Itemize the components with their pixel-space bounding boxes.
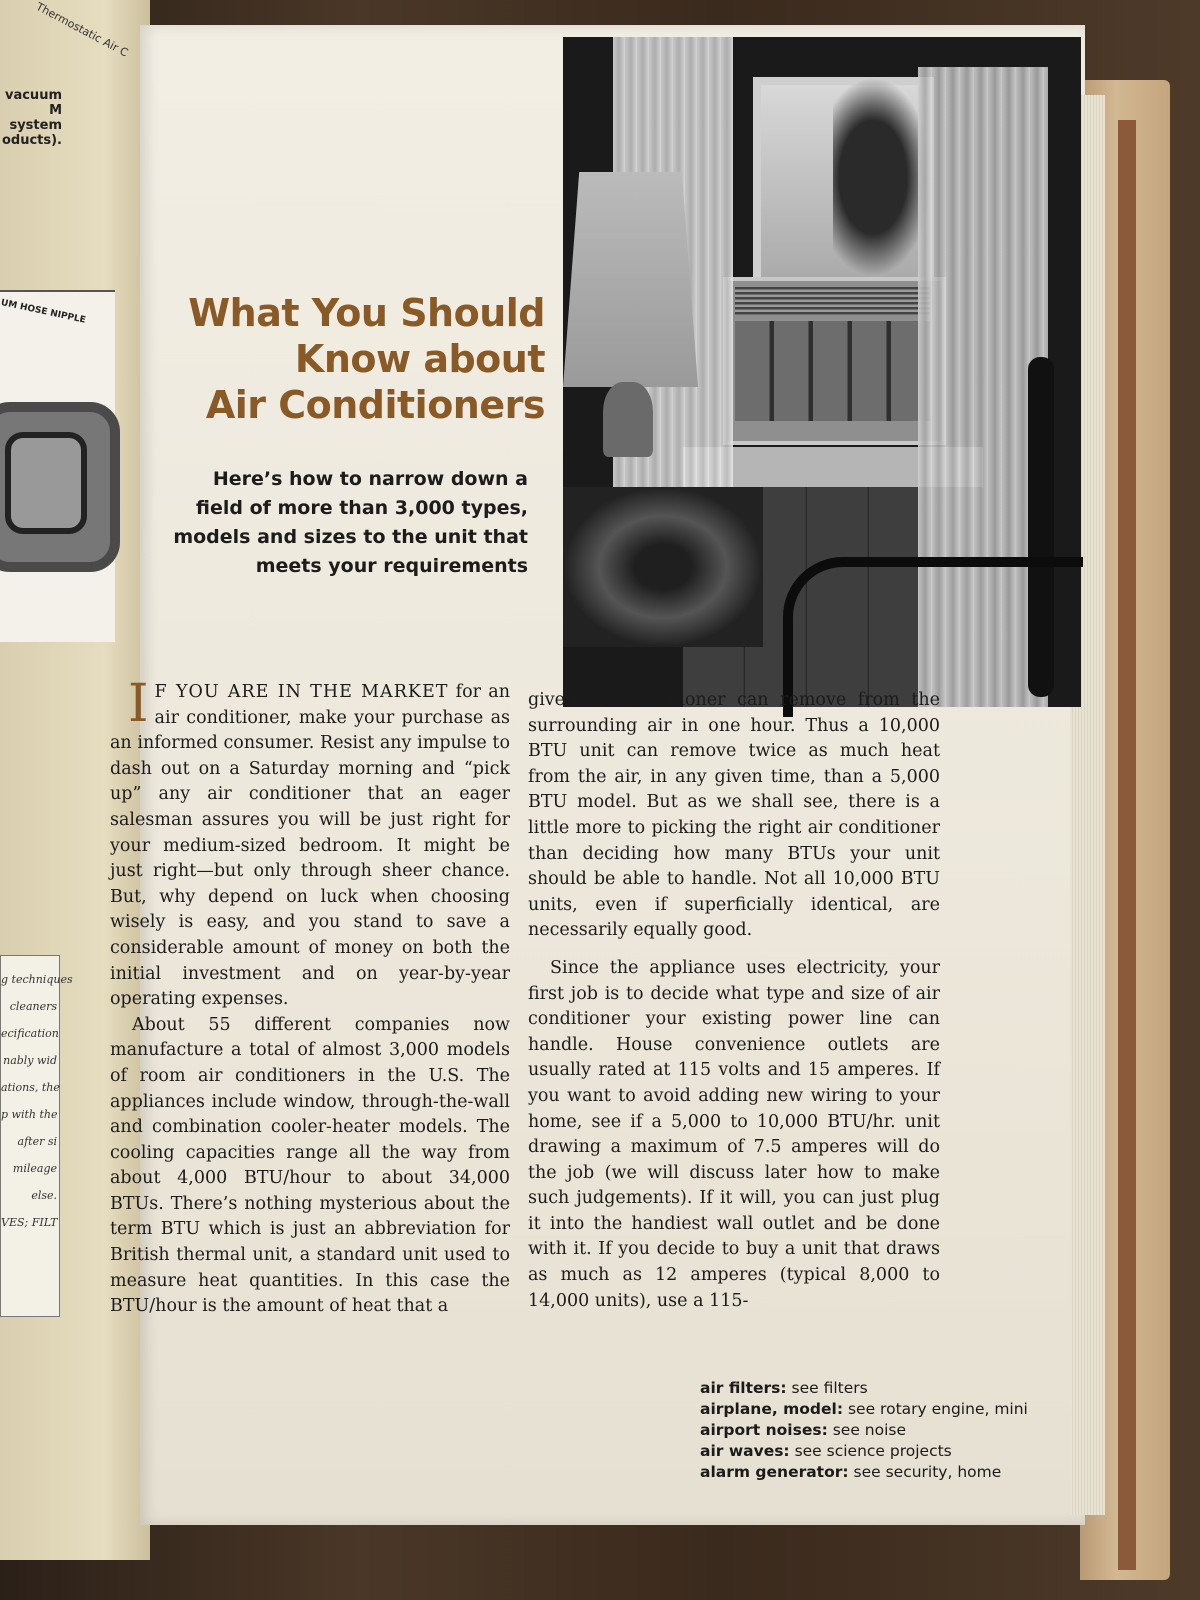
index-ref: see security, home bbox=[848, 1463, 1002, 1481]
photo-ac-panels bbox=[735, 321, 930, 421]
body-column-right bbox=[528, 688, 940, 1314]
index-ref: see rotary engine, mini bbox=[843, 1400, 1028, 1418]
engine-part-detail bbox=[5, 432, 87, 534]
left-vacuum-line: vacuum bbox=[4, 88, 62, 103]
photo-lamp-base bbox=[603, 382, 653, 457]
title-line: What You Should bbox=[188, 291, 545, 335]
photo-plant bbox=[563, 487, 763, 647]
left-sidebar-line: nably wid bbox=[3, 1054, 57, 1067]
left-sidebar-line: ecification bbox=[1, 1027, 59, 1040]
illustration-label: UM HOSE NIPPLE bbox=[0, 298, 87, 326]
index-term: alarm generator: bbox=[700, 1463, 849, 1481]
book-cover-strip bbox=[1118, 120, 1136, 1570]
index-term: air waves: bbox=[700, 1442, 790, 1460]
index-entry bbox=[700, 1441, 1040, 1462]
photo-lamp-shade bbox=[563, 172, 698, 387]
paragraph-1 bbox=[110, 674, 510, 1013]
paragraph-2: About 55 different companies now manufacture a total of almost 3,000 models of room air conditioners in the U.S. The appliances include window, through-the-wall and combination cooler-heater models. The cooling capacities range all the way from about 4,000 BTU/hour to about 34,000 BTUs. There’s nothing mysterious about the term BTU which is just an abbreviation for British thermal unit, a standard unit used to measure heat quantities. In this case the BTU/hour is the amount of heat that a bbox=[110, 1014, 510, 1317]
room-air-conditioner-photo bbox=[563, 37, 1081, 707]
left-sidebar-lines bbox=[1, 966, 73, 1236]
article-subtitle: Here’s how to narrow down a field of more than 3,000 types, models and sizes to the unit that meets your requirements bbox=[173, 468, 528, 577]
title-line: Air Conditioners bbox=[205, 383, 545, 427]
index-entry bbox=[700, 1399, 1040, 1420]
body-column-left bbox=[110, 674, 510, 1320]
photo-air-conditioner bbox=[723, 277, 946, 445]
left-vacuum-line: oducts). bbox=[1, 133, 62, 148]
paragraph-4: Since the appliance uses electricity, your first job is to decide what type and size of air conditioner your existing power line can handle. House convenience outlets are usually rated at 115 volts and 15 amperes. If you want to avoid adding new wiring to your home, see if a 5,000 to 10,000 BTU/hr. unit drawing a maximum of 7.5 amperes will do the job (we will discuss later how to make such judgements). If it will, you can just plug it into the handiest wall outlet and be done with it. If you decide to buy a unit that draws as much as 12 amperes (typical 8,000 to 14,000 units), use a 115- bbox=[528, 957, 940, 1311]
index-entry bbox=[700, 1378, 1040, 1399]
article-title bbox=[165, 290, 545, 428]
left-page-sidebar-box bbox=[0, 955, 73, 1317]
left-sidebar-line: ations, the bbox=[1, 1081, 60, 1094]
left-sidebar-line: after si bbox=[17, 1135, 57, 1148]
index-term: airport noises: bbox=[700, 1421, 828, 1439]
left-sidebar-line: g techniques bbox=[1, 973, 73, 986]
paragraph-1-text: for an air conditioner, make your purchase as an informed consumer. Resist any impulse to dash out on a Saturday morning and “pick up” any air conditioner that an eager salesman assures you will be just right for your medium-sized bedroom. It might be just right—but only through sheer chance. But, why depend on luck when choosing wisely is easy, and you stand to save a considerable amount of money on both the initial investment and on year-by-year operating expenses. bbox=[110, 682, 510, 1010]
index-ref: see noise bbox=[827, 1421, 907, 1439]
photo-ac-grille bbox=[735, 287, 930, 315]
index-term: air filters: bbox=[700, 1379, 787, 1397]
left-sidebar-line: mileage bbox=[12, 1162, 57, 1175]
index-entry bbox=[700, 1420, 1040, 1441]
left-page-illustration bbox=[0, 290, 115, 642]
paragraph-3: given air conditioner can remove from the surrounding air in one hour. Thus a 10,000 BTU unit can remove twice as much heat from the air, in any given time, than a 5,000 BTU model. But as we shall see, there is a little more to picking the right air conditioner than deciding how many BTUs your unit should be able to handle. Not all 10,000 BTU units, even if superficially identical, are necessarily equally good. bbox=[528, 690, 940, 941]
left-page-vacuum-text bbox=[0, 88, 62, 148]
cross-reference-index bbox=[700, 1378, 1040, 1483]
left-sidebar-line: p with the bbox=[1, 1108, 58, 1121]
left-page-header: Thermostatic Air C bbox=[33, 0, 131, 60]
left-sidebar-line: VES; FILT bbox=[1, 1216, 58, 1229]
drop-cap: I bbox=[128, 674, 149, 734]
index-entry bbox=[700, 1462, 1040, 1483]
index-term: airplane, model: bbox=[700, 1400, 844, 1418]
left-vacuum-line: M system bbox=[9, 103, 62, 133]
left-sidebar-line: else. bbox=[31, 1189, 57, 1202]
title-line: Know about bbox=[294, 337, 545, 381]
index-ref: see filters bbox=[786, 1379, 868, 1397]
lead-in: F YOU ARE IN THE MARKET bbox=[154, 682, 449, 702]
left-sidebar-line: cleaners bbox=[9, 1000, 57, 1013]
index-ref: see science projects bbox=[789, 1442, 952, 1460]
